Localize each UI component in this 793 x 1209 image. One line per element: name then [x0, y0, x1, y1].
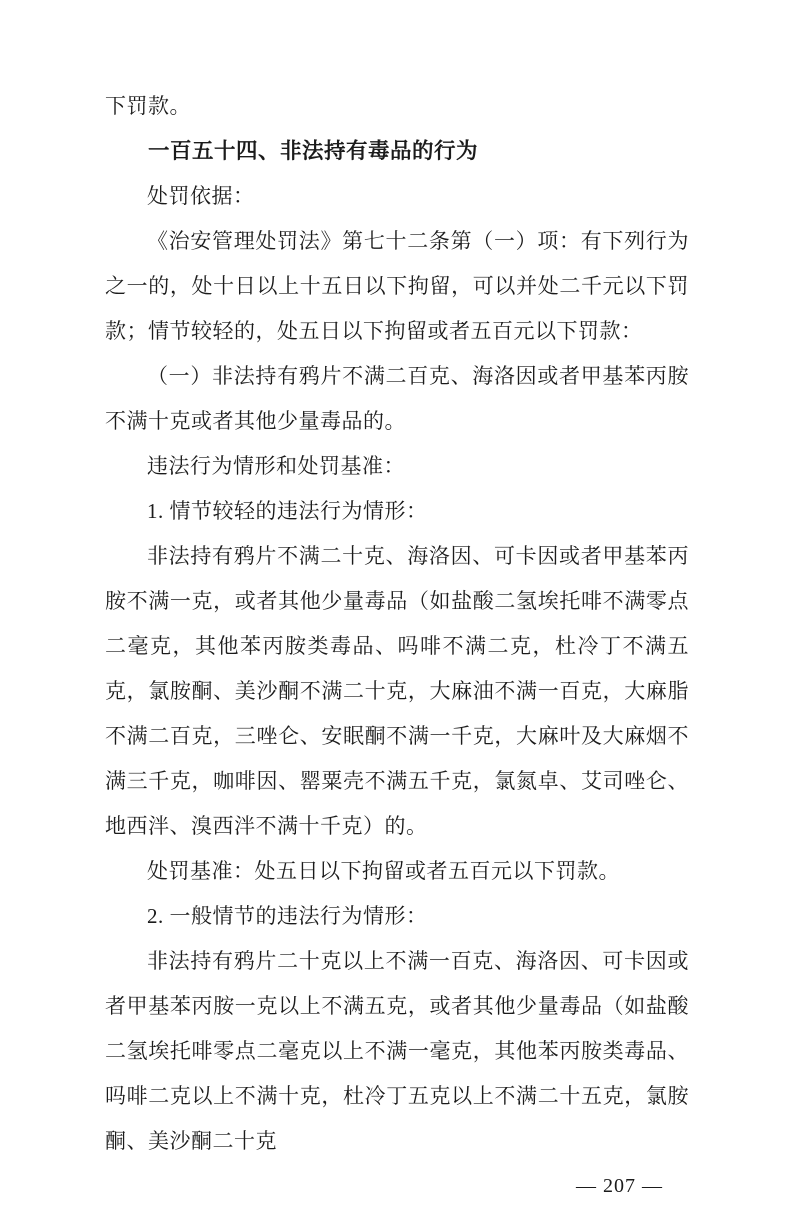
- paragraph-continuation: 下罚款。: [105, 94, 191, 118]
- penalty-basis-label: 处罚依据：: [147, 184, 255, 208]
- legal-provision-paragraph: 《治安管理处罚法》第七十二条第（一）项：有下列行为之一的，处十日以上十五日以下拘留，可以并处二千元以下罚款；情节较轻的，处五日以下拘留或者五百元以下罚款：: [105, 229, 689, 343]
- provision-item-paragraph: （一）非法持有鸦片不满二百克、海洛因或者甲基苯丙胺不满十克或者其他少量毒品的。: [105, 364, 689, 433]
- minor-circumstance-detail: 非法持有鸦片不满二十克、海洛因、可卡因或者甲基苯丙胺不满一克，或者其他少量毒品（如盐酸二氢埃托啡不满零点二毫克，其他苯丙胺类毒品、吗啡不满二克，杜冷丁不满五克，氯胺酮、美沙酮不满二十克，大麻油不满一百克，大麻脂不满二百克，三唑仑、安眠酮不满一千克，大麻叶及大麻烟不满三千克，咖啡因、罂粟壳不满五千克，氯氮卓、艾司唑仑、地西泮、溴西泮不满十千克）的。: [105, 544, 689, 838]
- general-circumstance-heading: 2. 一般情节的违法行为情形：: [147, 904, 428, 928]
- minor-penalty-standard: 处罚基准：处五日以下拘留或者五百元以下罚款。: [147, 859, 620, 883]
- standards-label: 违法行为情形和处罚基准：: [147, 454, 405, 478]
- section-heading: 一百五十四、非法持有毒品的行为: [148, 139, 479, 163]
- general-circumstance-detail: 非法持有鸦片二十克以上不满一百克、海洛因、可卡因或者甲基苯丙胺一克以上不满五克，或者其他少量毒品（如盐酸二氢埃托啡零点二毫克以上不满一毫克，其他苯丙胺类毒品、吗啡二克以上不满十克，杜冷丁五克以上不满二十五克，氯胺酮、美沙酮二十克: [105, 949, 689, 1153]
- minor-circumstance-heading: 1. 情节较轻的违法行为情形：: [147, 499, 428, 523]
- page-number: — 207 —: [576, 1175, 663, 1197]
